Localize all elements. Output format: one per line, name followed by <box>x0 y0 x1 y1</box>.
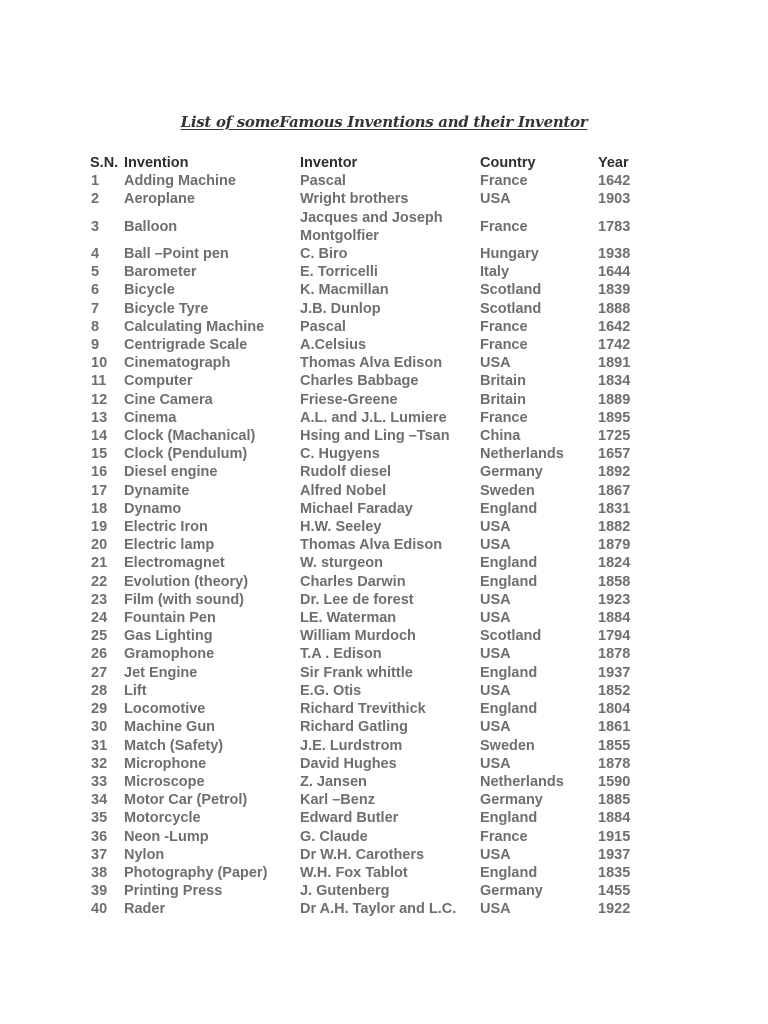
cell-year: 1725 <box>598 428 631 445</box>
cell-inventor: Thomas Alva Edison <box>300 537 443 554</box>
cell-year: 1642 <box>598 318 631 335</box>
cell-sn: 36 <box>91 828 108 845</box>
cell-invention: Bicycle Tyre <box>124 300 209 317</box>
table-row <box>87 482 658 500</box>
cell-sn: 16 <box>91 464 108 481</box>
cell-invention: Locomotive <box>124 701 206 718</box>
table-row <box>87 336 658 354</box>
cell-invention: Dynamite <box>124 482 190 499</box>
cell-inventor: J. Gutenberg <box>300 883 390 900</box>
cell-inventor: G. Claude <box>300 828 368 845</box>
document-title: List of someFamous Inventions and their Inventor <box>180 113 588 131</box>
table-row <box>87 791 658 809</box>
cell-country: England <box>480 500 538 517</box>
cell-sn: 32 <box>91 755 108 772</box>
table-row <box>87 682 658 700</box>
cell-year: 1644 <box>598 264 631 281</box>
cell-year: 1858 <box>598 573 631 590</box>
table-row <box>87 645 658 663</box>
cell-invention: Cine Camera <box>124 391 213 408</box>
cell-year: 1824 <box>598 555 631 572</box>
cell-inventor: C. Hugyens <box>300 446 380 463</box>
table-header-row <box>87 154 658 172</box>
table-row <box>87 391 658 409</box>
cell-invention: Motor Car (Petrol) <box>124 792 248 809</box>
cell-sn: 27 <box>91 664 108 681</box>
cell-year: 1657 <box>598 446 631 463</box>
cell-country: England <box>480 664 538 681</box>
cell-sn: 34 <box>91 792 108 809</box>
cell-inventor: Pascal <box>300 173 346 190</box>
table-row <box>87 737 658 755</box>
cell-invention: Aeroplane <box>124 191 195 208</box>
cell-year: 1884 <box>598 810 631 827</box>
table-row <box>87 773 658 791</box>
cell-inventor: T.A . Edison <box>300 646 382 663</box>
cell-sn: 29 <box>91 701 108 718</box>
cell-inventor: Thomas Alva Edison <box>300 355 443 372</box>
cell-invention: Gas Lighting <box>124 628 213 645</box>
cell-invention: Clock (Pendulum) <box>124 446 248 463</box>
cell-year: 1938 <box>598 246 631 263</box>
cell-country: Britain <box>480 391 526 408</box>
table-row <box>87 409 658 427</box>
table-row <box>87 354 658 372</box>
cell-invention: Nylon <box>124 846 165 863</box>
cell-year: 1937 <box>598 664 631 681</box>
cell-invention: Electric Iron <box>124 519 208 536</box>
cell-sn: 37 <box>91 846 108 863</box>
cell-year: 1895 <box>598 409 631 426</box>
table-row <box>87 554 658 572</box>
cell-inventor: K. Macmillan <box>300 282 389 299</box>
cell-country: Germany <box>480 883 543 900</box>
cell-invention: Clock (Machanical) <box>124 428 256 445</box>
cell-inventor: Z. Jansen <box>300 773 367 790</box>
cell-sn: 23 <box>91 591 108 608</box>
cell-inventor: Michael Faraday <box>300 500 413 517</box>
cell-invention: Cinematograph <box>124 355 231 372</box>
table-row <box>87 190 658 208</box>
cell-inventor: Edward Butler <box>300 810 399 827</box>
table-row <box>87 828 658 846</box>
cell-year: 1882 <box>598 519 631 536</box>
cell-sn: 6 <box>91 282 100 299</box>
table-row <box>87 700 658 718</box>
cell-sn: 20 <box>91 537 108 554</box>
table-row <box>87 627 658 645</box>
cell-inventor: A.Celsius <box>300 337 367 354</box>
table-row <box>87 263 658 281</box>
cell-year: 1884 <box>598 610 631 627</box>
cell-invention: Balloon <box>124 218 178 235</box>
cell-country: Sweden <box>480 737 535 754</box>
cell-country: France <box>480 173 528 190</box>
cell-country: England <box>480 864 538 881</box>
cell-sn: 26 <box>91 646 108 663</box>
cell-year: 1794 <box>598 628 631 645</box>
cell-year: 1804 <box>598 701 631 718</box>
cell-country: Italy <box>480 264 510 281</box>
cell-sn: 28 <box>91 682 108 699</box>
cell-country: Scotland <box>480 628 542 645</box>
cell-year: 1642 <box>598 173 631 190</box>
cell-year: 1937 <box>598 846 631 863</box>
cell-inventor: Jacques and Joseph Montgolfier <box>300 209 443 244</box>
cell-country: USA <box>480 755 511 772</box>
cell-country: USA <box>480 682 511 699</box>
cell-sn: 15 <box>91 446 108 463</box>
cell-inventor: Karl –Benz <box>300 792 375 809</box>
cell-year: 1885 <box>598 792 631 809</box>
table-row <box>87 500 658 518</box>
cell-invention: Film (with sound) <box>124 591 245 608</box>
cell-inventor: J.E. Lurdstrom <box>300 737 403 754</box>
cell-invention: Cinema <box>124 409 177 426</box>
cell-invention: Motorcycle <box>124 810 201 827</box>
cell-country: USA <box>480 901 511 918</box>
table-row <box>87 591 658 609</box>
cell-inventor: Friese-Greene <box>300 391 398 408</box>
cell-inventor: David Hughes <box>300 755 397 772</box>
cell-invention: Jet Engine <box>124 664 198 681</box>
cell-inventor: W.H. Fox Tablot <box>300 864 408 881</box>
cell-inventor: Dr W.H. Carothers <box>300 846 425 863</box>
table-row <box>87 518 658 536</box>
cell-invention: Ball –Point pen <box>124 246 229 263</box>
cell-sn: 2 <box>91 191 100 208</box>
cell-invention: Dynamo <box>124 500 182 517</box>
cell-inventor: Dr. Lee de forest <box>300 591 414 608</box>
cell-year: 1861 <box>598 719 631 736</box>
cell-year: 1903 <box>598 191 631 208</box>
table-row <box>87 463 658 481</box>
cell-invention: Lift <box>124 682 147 699</box>
cell-country: USA <box>480 537 511 554</box>
cell-sn: 4 <box>91 246 100 263</box>
cell-sn: 38 <box>91 864 108 881</box>
cell-invention: Evolution (theory) <box>124 573 249 590</box>
cell-sn: 5 <box>91 264 100 281</box>
cell-invention: Centrigrade Scale <box>124 337 248 354</box>
cell-inventor: W. sturgeon <box>300 555 383 572</box>
table-row <box>87 809 658 827</box>
cell-year: 1889 <box>598 391 631 408</box>
cell-year: 1835 <box>598 864 631 881</box>
cell-year: 1888 <box>598 300 631 317</box>
cell-year: 1839 <box>598 282 631 299</box>
cell-country: USA <box>480 719 511 736</box>
cell-sn: 17 <box>91 482 108 499</box>
cell-country: USA <box>480 191 511 208</box>
cell-invention: Adding Machine <box>124 173 236 190</box>
cell-year: 1923 <box>598 591 631 608</box>
cell-year: 1915 <box>598 828 631 845</box>
cell-invention: Photography (Paper) <box>124 864 268 881</box>
table-row <box>87 718 658 736</box>
cell-sn: 31 <box>91 737 108 754</box>
cell-inventor: Sir Frank whittle <box>300 664 413 681</box>
cell-country: Hungary <box>480 246 539 263</box>
table-row <box>87 755 658 773</box>
table-row <box>87 846 658 864</box>
cell-invention: Electromagnet <box>124 555 225 572</box>
cell-country: England <box>480 573 538 590</box>
cell-country: France <box>480 337 528 354</box>
cell-sn: 10 <box>91 355 108 372</box>
cell-year: 1783 <box>598 218 631 235</box>
cell-country: China <box>480 428 521 445</box>
cell-country: France <box>480 409 528 426</box>
cell-country: Germany <box>480 464 543 481</box>
cell-inventor: LE. Waterman <box>300 610 397 627</box>
header-country: Country <box>480 155 536 171</box>
cell-country: England <box>480 555 538 572</box>
cell-year: 1590 <box>598 773 631 790</box>
header-invention: Invention <box>124 155 189 171</box>
cell-invention: Microscope <box>124 773 205 790</box>
cell-year: 1878 <box>598 646 631 663</box>
cell-invention: Fountain Pen <box>124 610 216 627</box>
cell-invention: Match (Safety) <box>124 737 224 754</box>
cell-invention: Gramophone <box>124 646 215 663</box>
table-row <box>87 609 658 627</box>
cell-sn: 22 <box>91 573 108 590</box>
header-inventor: Inventor <box>300 155 358 171</box>
cell-sn: 18 <box>91 500 108 517</box>
cell-year: 1834 <box>598 373 631 390</box>
table-row <box>87 664 658 682</box>
table-body <box>87 172 658 918</box>
cell-sn: 7 <box>91 300 100 317</box>
cell-inventor: Richard Trevithick <box>300 701 426 718</box>
table-row <box>87 445 658 463</box>
cell-year: 1878 <box>598 755 631 772</box>
cell-sn: 1 <box>91 173 100 190</box>
cell-sn: 21 <box>91 555 108 572</box>
cell-year: 1867 <box>598 482 631 499</box>
cell-sn: 19 <box>91 519 108 536</box>
inventions-table <box>87 154 658 919</box>
cell-sn: 8 <box>91 318 100 335</box>
table-row <box>87 300 658 318</box>
cell-country: USA <box>480 610 511 627</box>
cell-sn: 25 <box>91 628 108 645</box>
table-row <box>87 172 658 190</box>
cell-invention: Calculating Machine <box>124 318 265 335</box>
cell-inventor: Charles Darwin <box>300 573 406 590</box>
cell-inventor: A.L. and J.L. Lumiere <box>300 409 447 426</box>
header-sn: S.N. <box>90 155 119 171</box>
cell-country: England <box>480 701 538 718</box>
cell-country: England <box>480 810 538 827</box>
table-row <box>87 318 658 336</box>
cell-year: 1892 <box>598 464 631 481</box>
cell-inventor: Charles Babbage <box>300 373 419 390</box>
cell-country: France <box>480 828 528 845</box>
cell-country: USA <box>480 646 511 663</box>
cell-year: 1879 <box>598 537 631 554</box>
cell-invention: Rader <box>124 901 166 918</box>
cell-year: 1852 <box>598 682 631 699</box>
cell-country: Sweden <box>480 482 535 499</box>
cell-invention: Computer <box>124 373 193 390</box>
cell-invention: Microphone <box>124 755 207 772</box>
table-row <box>87 209 658 245</box>
cell-inventor: H.W. Seeley <box>300 519 382 536</box>
cell-inventor: Hsing and Ling –Tsan <box>300 428 450 445</box>
cell-country: USA <box>480 355 511 372</box>
cell-inventor: C. Biro <box>300 246 348 263</box>
cell-year: 1891 <box>598 355 631 372</box>
cell-sn: 33 <box>91 773 108 790</box>
cell-sn: 12 <box>91 391 108 408</box>
cell-country: Scotland <box>480 282 542 299</box>
cell-sn: 35 <box>91 810 108 827</box>
cell-inventor: Pascal <box>300 318 346 335</box>
cell-sn: 30 <box>91 719 108 736</box>
cell-country: Britain <box>480 373 526 390</box>
cell-invention: Bicycle <box>124 282 175 299</box>
table-row <box>87 864 658 882</box>
cell-invention: Diesel engine <box>124 464 218 481</box>
cell-country: France <box>480 218 528 235</box>
cell-inventor: Alfred Nobel <box>300 482 387 499</box>
cell-inventor: William Murdoch <box>300 628 416 645</box>
cell-invention: Electric lamp <box>124 537 215 554</box>
cell-sn: 3 <box>91 218 100 235</box>
cell-sn: 24 <box>91 610 108 627</box>
cell-inventor: Dr A.H. Taylor and L.C. <box>300 901 457 918</box>
cell-year: 1922 <box>598 901 631 918</box>
table-row <box>87 427 658 445</box>
cell-sn: 13 <box>91 409 108 426</box>
cell-sn: 9 <box>91 337 100 354</box>
cell-year: 1855 <box>598 737 631 754</box>
cell-year: 1455 <box>598 883 631 900</box>
cell-country: France <box>480 318 528 335</box>
cell-country: Netherlands <box>480 446 564 463</box>
cell-sn: 11 <box>91 373 107 390</box>
header-year: Year <box>598 155 629 171</box>
cell-inventor: Richard Gatling <box>300 719 408 736</box>
table-row <box>87 900 658 918</box>
cell-inventor: Wright brothers <box>300 191 409 208</box>
table-row <box>87 245 658 263</box>
cell-country: USA <box>480 591 511 608</box>
cell-invention: Barometer <box>124 264 197 281</box>
cell-invention: Printing Press <box>124 883 223 900</box>
cell-invention: Neon -Lump <box>124 828 209 845</box>
table-row <box>87 372 658 390</box>
cell-country: USA <box>480 519 511 536</box>
cell-inventor: E.G. Otis <box>300 682 362 699</box>
cell-sn: 39 <box>91 883 108 900</box>
table-row <box>87 536 658 554</box>
table-row <box>87 281 658 299</box>
cell-inventor: E. Torricelli <box>300 264 378 281</box>
cell-invention: Machine Gun <box>124 719 216 736</box>
cell-country: USA <box>480 846 511 863</box>
cell-sn: 14 <box>91 428 108 445</box>
table-row <box>87 573 658 591</box>
cell-sn: 40 <box>91 901 108 918</box>
cell-year: 1742 <box>598 337 631 354</box>
cell-inventor: J.B. Dunlop <box>300 300 381 317</box>
cell-year: 1831 <box>598 500 631 517</box>
cell-country: Germany <box>480 792 543 809</box>
table-row <box>87 882 658 900</box>
cell-inventor: Rudolf diesel <box>300 464 392 481</box>
cell-country: Scotland <box>480 300 542 317</box>
cell-country: Netherlands <box>480 773 564 790</box>
